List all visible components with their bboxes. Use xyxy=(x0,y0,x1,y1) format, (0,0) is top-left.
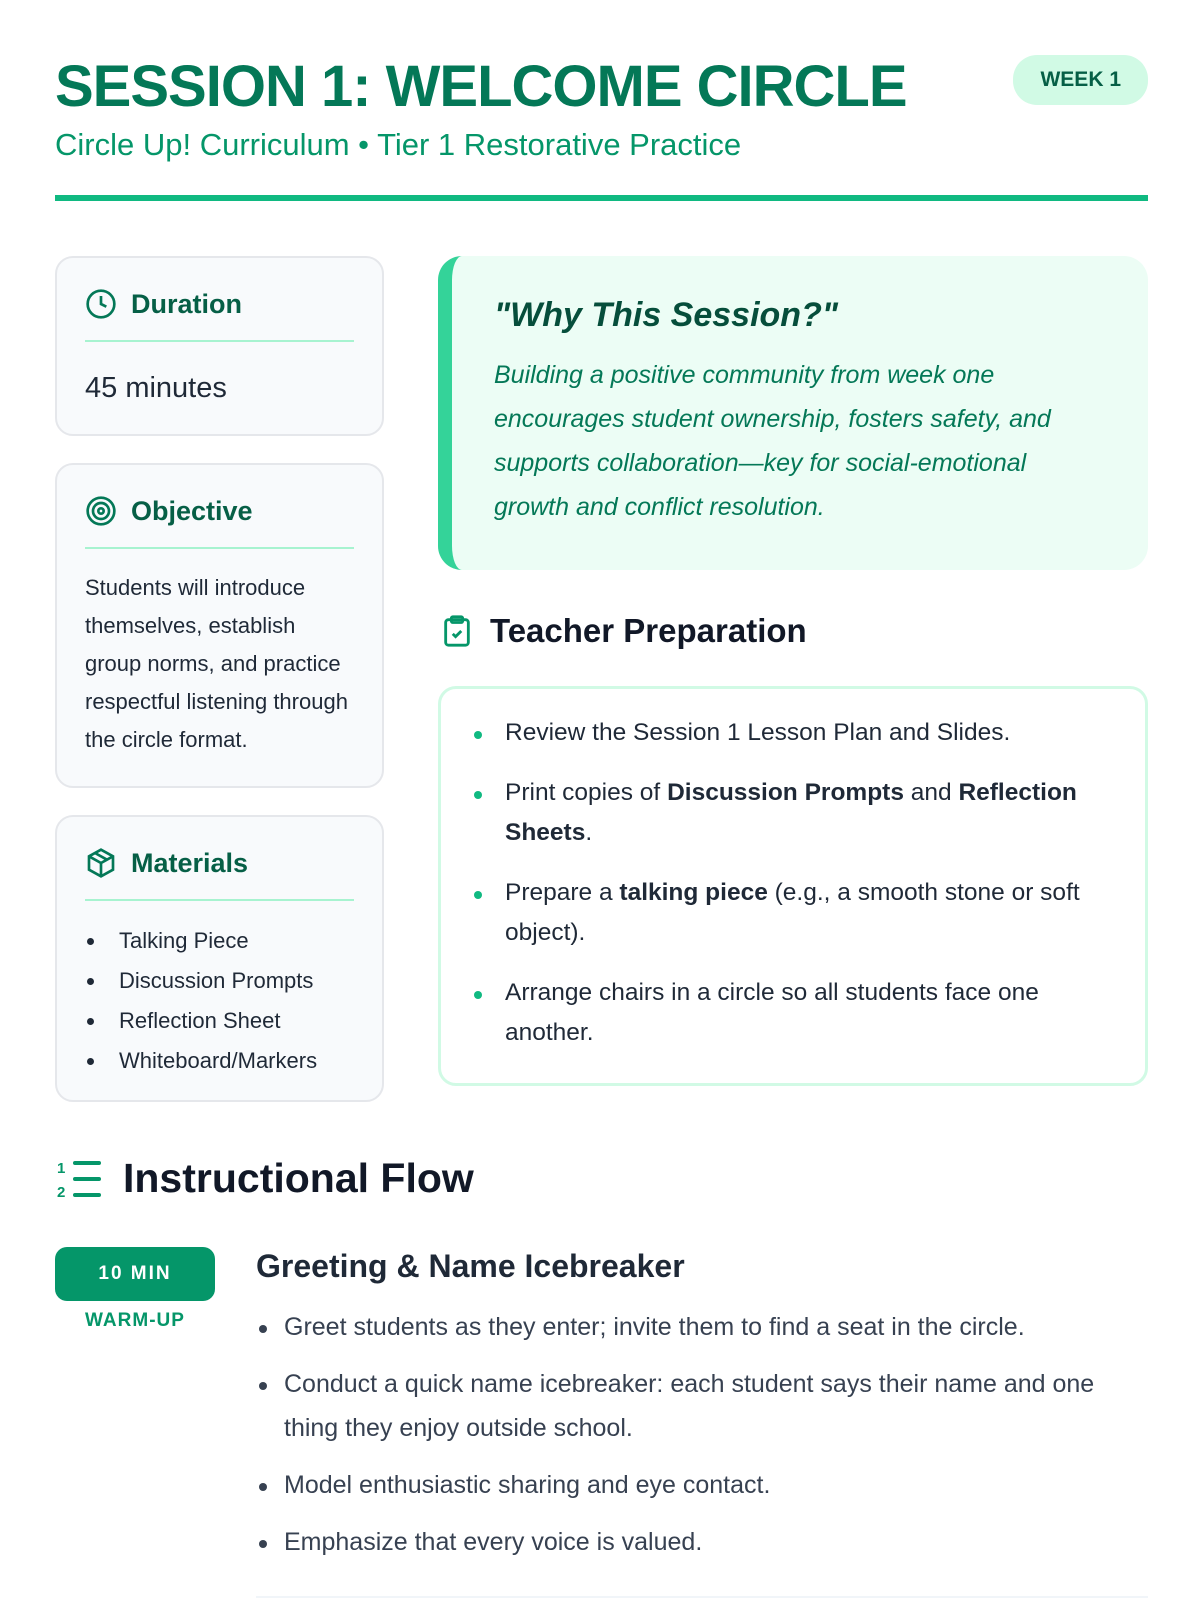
prep-item-text: . xyxy=(585,819,593,846)
activity xyxy=(256,1248,1148,1577)
activity-title: Greeting & Name Icebreaker xyxy=(256,1248,685,1284)
duration-card xyxy=(55,256,384,436)
objective-text: Students will introduce themselves, establish group norms, and practice respectful listening through the circle format. xyxy=(85,575,348,752)
svg-text:1: 1 xyxy=(57,1159,66,1177)
prep-item-bold: talking piece xyxy=(619,879,768,906)
prep-item xyxy=(471,873,1115,953)
prep-item-bold: Reflection Sheets xyxy=(505,779,1077,846)
header-divider xyxy=(55,195,1148,201)
activity-step: Model enthusiastic sharing and eye contact. xyxy=(256,1463,1148,1507)
numbered-list-icon xyxy=(57,1157,103,1201)
prep-item-text: (e.g., a smooth stone or soft object). xyxy=(505,879,1080,946)
header xyxy=(55,55,1148,163)
prep-item-text: Review the Session 1 Lesson Plan and Slides. xyxy=(505,719,1011,746)
prep-item xyxy=(471,713,1115,753)
materials-title: Materials xyxy=(131,847,249,878)
prep-item-text: Arrange chairs in a circle so all students face one another. xyxy=(505,979,1039,1046)
activity-divider xyxy=(256,1596,1148,1598)
prep-item-text: and xyxy=(903,779,959,806)
material-item: Discussion Prompts xyxy=(85,961,354,1001)
material-item: Reflection Sheet xyxy=(85,1001,354,1041)
prep-item xyxy=(471,973,1115,1053)
phase-label: WARM-UP xyxy=(85,1310,185,1331)
prep-title: Teacher Preparation xyxy=(490,612,807,649)
duration-value: 45 minutes xyxy=(85,372,227,404)
why-callout xyxy=(438,256,1148,570)
flow-title: Instructional Flow xyxy=(123,1155,474,1201)
material-item: Whiteboard/Markers xyxy=(85,1041,354,1081)
prep-list xyxy=(471,713,1115,1053)
materials-card xyxy=(55,815,384,1102)
objective-title: Objective xyxy=(131,495,253,526)
prep-item-text: Print copies of xyxy=(505,779,668,806)
material-item: Talking Piece xyxy=(85,921,354,961)
prep-item-text: Prepare a xyxy=(505,879,620,906)
clipboard-check-icon xyxy=(440,612,474,650)
materials-list xyxy=(85,921,354,1081)
activity-step: Emphasize that every voice is valued. xyxy=(256,1520,1148,1564)
time-badge: 10 MIN xyxy=(55,1247,215,1301)
activity-step: Greet students as they enter; invite them to find a seat in the circle. xyxy=(256,1305,1148,1349)
activity-list xyxy=(256,1305,1148,1564)
target-icon xyxy=(85,495,117,527)
clock-icon xyxy=(85,288,117,320)
why-title: "Why This Session?" xyxy=(494,296,838,334)
week-badge: WEEK 1 xyxy=(1013,55,1148,105)
why-text: Building a positive community from week one encourages student ownership, fosters safety, and supports collaboration—key for social-emotional growth and conflict resolution. xyxy=(494,361,1051,521)
page-subtitle: Circle Up! Curriculum • Tier 1 Restorative Practice xyxy=(55,127,742,162)
activity-step: Conduct a quick name icebreaker: each student says their name and one thing they enjoy outside school. xyxy=(256,1362,1148,1450)
flow-heading xyxy=(57,1155,474,1202)
duration-title: Duration xyxy=(131,288,242,319)
page-title: SESSION 1: WELCOME CIRCLE xyxy=(55,54,907,119)
svg-text:2: 2 xyxy=(57,1183,66,1201)
prep-item xyxy=(471,773,1115,853)
objective-card xyxy=(55,463,384,788)
box-icon xyxy=(85,847,117,879)
prep-heading xyxy=(440,612,807,650)
prep-item-bold: Discussion Prompts xyxy=(667,779,904,806)
prep-card xyxy=(438,686,1148,1086)
